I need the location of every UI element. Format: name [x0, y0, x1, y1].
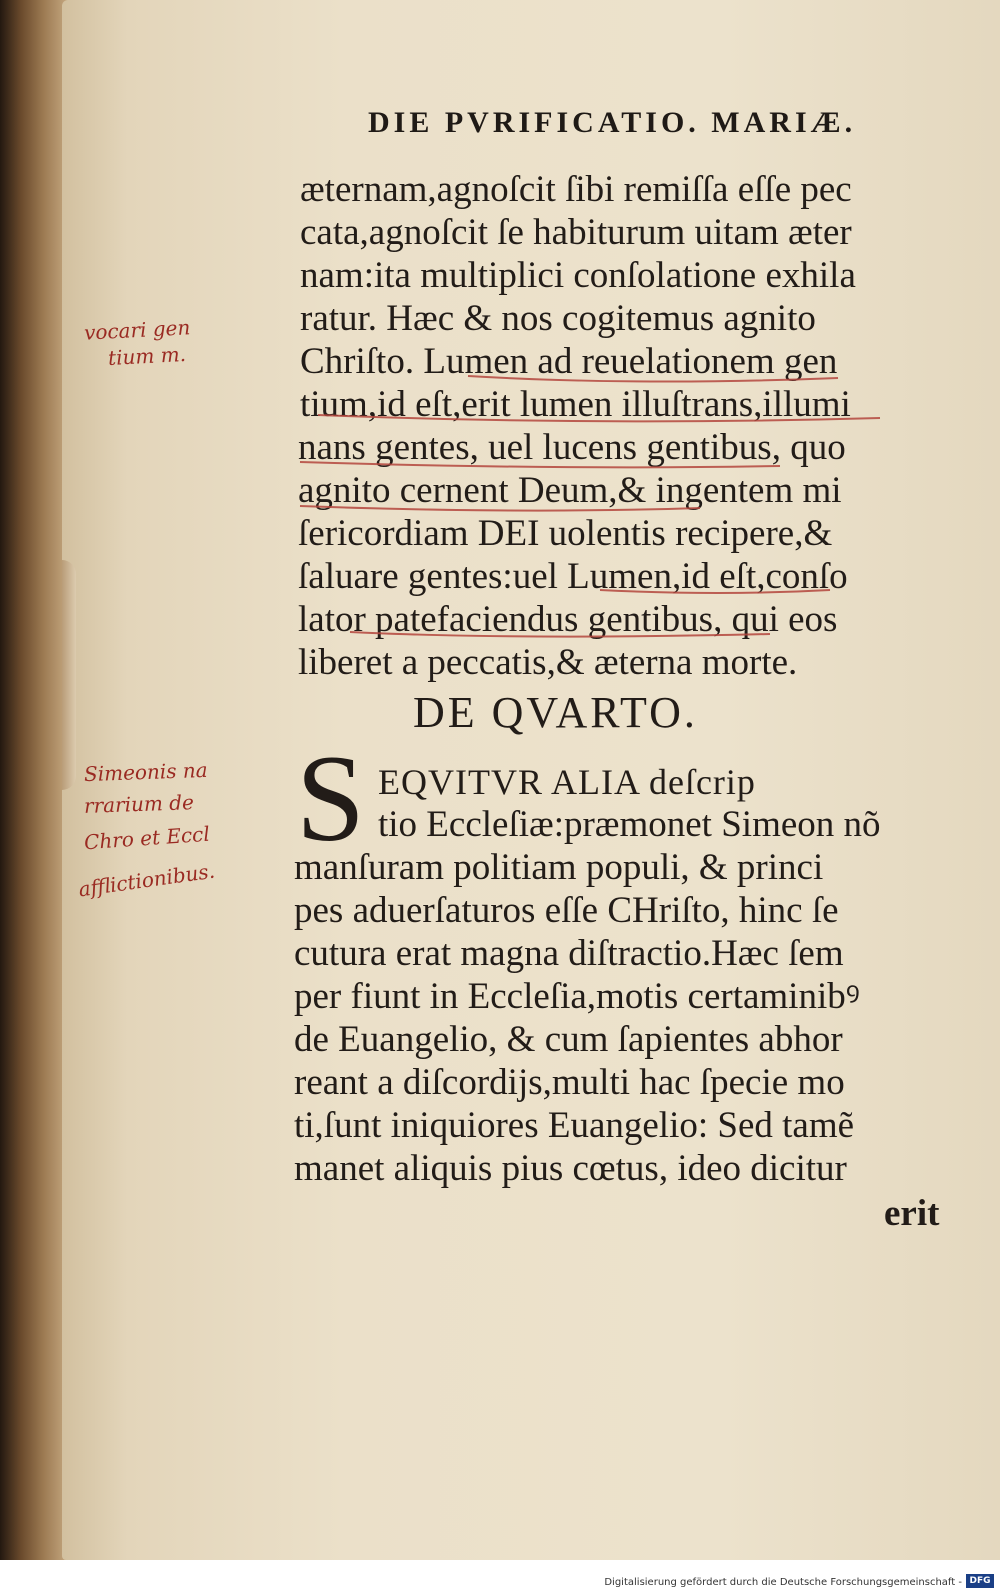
- text-line: pes aduerſaturos eſſe CHriſto, hinc ſe: [294, 890, 839, 931]
- text-line: tio Eccleſiæ:præmonet Simeon nõ: [378, 804, 881, 845]
- catchword: erit: [884, 1193, 940, 1234]
- text-line: ſericordiam DEI uolentis recipere,&: [298, 513, 833, 554]
- underline-mark: [600, 590, 830, 593]
- text-line: ſaluare gentes:uel Lumen,id eſt,conſo: [298, 556, 848, 597]
- text-line: manet aliquis pius cœtus, ideo dicitur: [294, 1148, 847, 1189]
- text-line: lator patefaciendus gentibus, qui eos: [298, 599, 838, 640]
- section-heading: DE QVARTO.: [413, 688, 698, 737]
- text-line: nam:ita multiplici conſolatione exhila: [300, 255, 856, 296]
- drop-cap-initial: S: [296, 730, 365, 867]
- text-line: cata,agnoſcit ſe habiturum uitam æter: [300, 212, 852, 253]
- text-line: cutura erat magna diſtractio.Hæc ſem: [294, 933, 844, 974]
- text-line: nans gentes, uel lucens gentibus, quo: [298, 427, 846, 468]
- text-line: liberet a peccatis,& æterna morte.: [298, 642, 798, 683]
- text-line: per fiunt in Eccleſia,motis certaminibꝰ: [294, 976, 860, 1017]
- dfg-logo: DFG: [966, 1574, 994, 1588]
- funding-credit: Digitalisierung gefördert durch die Deutsche Forschungsgemeinschaft -: [604, 1577, 962, 1588]
- text-line: reant a diſcordijs,multi hac ſpecie mo: [294, 1062, 845, 1103]
- underline-mark: [350, 632, 770, 637]
- text-line: manſuram politiam populi, & princi: [294, 847, 824, 888]
- underline-mark: [300, 506, 700, 511]
- underline-mark: [318, 415, 880, 421]
- text-line: ti,ſunt iniquiores Euangelio: Sed tamẽ: [294, 1105, 855, 1146]
- margin-note: tium m.: [107, 341, 187, 371]
- text-line: æternam,agnoſcit ſibi remiſſa eſſe pec: [300, 169, 852, 210]
- text-line: Chriſto. Lumen ad reuelationem gen: [300, 341, 838, 382]
- text-line: agnito cernent Deum,& ingentem mi: [298, 470, 842, 511]
- running-head: DIE PVRIFICATIO. MARIÆ.: [368, 106, 857, 139]
- text-line: ratur. Hæc & nos cogitemus agnito: [300, 298, 816, 339]
- margin-note: rrarium de: [83, 790, 195, 818]
- margin-note: Chro et Eccl: [83, 821, 211, 855]
- margin-note: vocari gen: [83, 315, 191, 345]
- text-line: tium,id eſt,erit lumen illuſtrans,illumi: [300, 384, 851, 425]
- underline-mark: [468, 376, 838, 382]
- footer-bar: [0, 1560, 1000, 1596]
- text-line: EQVITVR ALIA deſcrip: [378, 762, 756, 802]
- margin-note: afflictionibus.: [76, 858, 217, 902]
- margin-note: Simeonis na: [83, 757, 209, 787]
- text-line: de Euangelio, & cum ſapientes abhor: [294, 1019, 843, 1060]
- underline-mark: [300, 462, 780, 467]
